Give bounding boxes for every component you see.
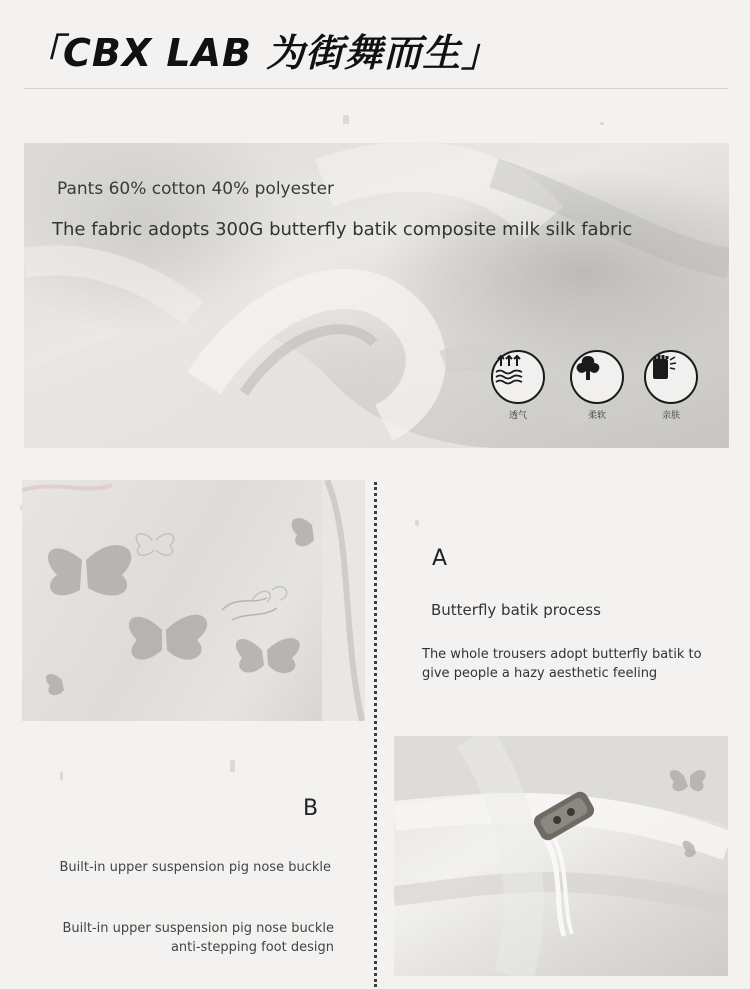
skin-friendly-icon bbox=[644, 350, 698, 404]
soft-icon bbox=[570, 350, 624, 404]
fabric-description: The fabric adopts 300G butterfly batik composite milk silk fabric bbox=[52, 219, 633, 240]
section-a-description: The whole trousers adopt butterfly batik to give people a hazy aesthetic feeling bbox=[422, 647, 702, 681]
section-b-description-line: Built-in upper suspension pig nose buckle bbox=[62, 921, 334, 936]
fabric-hero-photo bbox=[24, 143, 729, 448]
section-a-heading: Butterfly batik process bbox=[431, 601, 601, 619]
feature-label: 柔软 bbox=[587, 411, 606, 421]
feature-label: 透气 bbox=[508, 411, 527, 421]
breathable-icon bbox=[491, 350, 545, 404]
section-b-description bbox=[63, 919, 334, 957]
section-b-description-line: anti-stepping foot design bbox=[170, 940, 334, 955]
buckle-illustration bbox=[394, 736, 728, 976]
paper-speck bbox=[600, 122, 604, 125]
paper-speck bbox=[343, 115, 349, 124]
page-title: 「CBX LAB 为街舞而生」 bbox=[24, 31, 501, 75]
section-b-letter: B bbox=[303, 796, 319, 821]
paper-speck bbox=[230, 760, 235, 772]
feature-label: 亲肤 bbox=[661, 411, 680, 421]
paper-speck bbox=[415, 520, 419, 526]
butterfly-batik-photo bbox=[22, 480, 365, 721]
feature-soft bbox=[570, 350, 624, 421]
paper-speck bbox=[60, 772, 63, 780]
butterfly-pattern-illustration bbox=[22, 480, 365, 721]
section-a-letter: A bbox=[432, 546, 448, 571]
title-divider bbox=[24, 88, 728, 89]
vertical-dotted-divider bbox=[374, 482, 377, 987]
feature-skin-friendly bbox=[644, 350, 698, 421]
feature-breathable bbox=[491, 350, 545, 421]
section-b-heading: Built-in upper suspension pig nose buckle bbox=[59, 860, 331, 875]
pig-nose-buckle-photo bbox=[394, 736, 728, 976]
material-composition: Pants 60% cotton 40% polyester bbox=[57, 179, 335, 199]
